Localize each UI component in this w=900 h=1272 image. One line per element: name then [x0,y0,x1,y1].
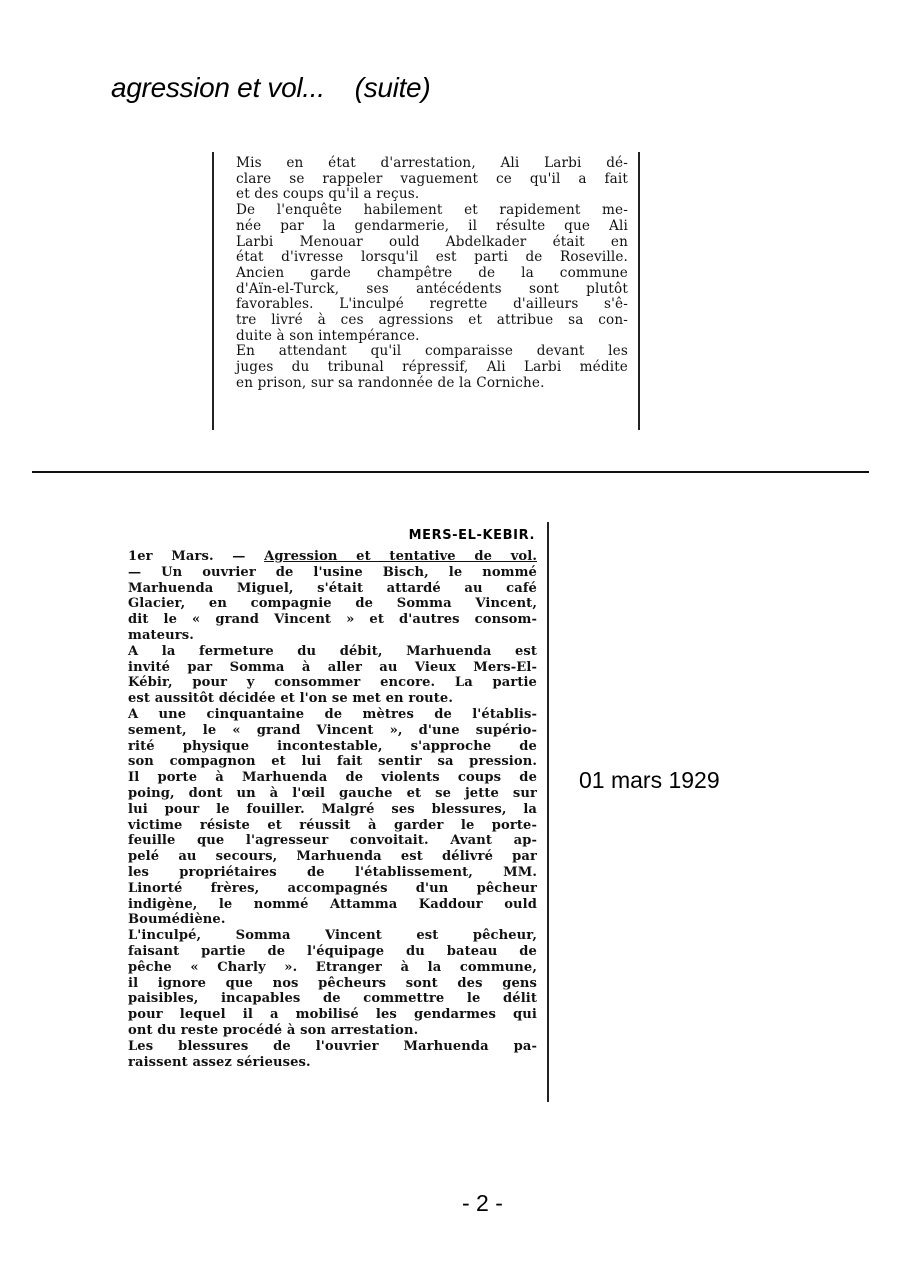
clipping-text-line: il ignore que nos pêcheurs sont des gens [128,975,537,991]
clipping-text-line: tre livré à ces agressions et attribue sa con- [236,312,628,329]
clipping-text-line: victime résiste et réussit à garder le porte- [128,817,537,833]
clipping-text-line: pelé au secours, Marhuenda est délivré par [128,849,537,865]
clipping-text-line: Les blessures de l'ouvrier Marhuenda pa- [128,1038,537,1054]
clipping-text-line: lui pour le fouiller. Malgré ses blessures, la [128,801,537,817]
clipping-text-line: Boumédiène. [128,912,226,928]
clipping-text-line: juges du tribunal répressif, Ali Larbi médite [236,359,628,376]
clipping-text-line: feuille que l'agresseur convoitait. Avant ap- [128,833,537,849]
clipping-text-line: Marhuenda Miguel, s'était attardé au café [128,580,537,596]
article-date: 01 mars 1929 [579,767,720,793]
clipping-text-line: faisant partie de l'équipage du bateau de [128,943,537,959]
clipping-text-line: Ancien garde champêtre de la commune [236,264,628,281]
clipping-text-line: Glacier, en compagnie de Somma Vincent, [128,596,537,612]
clipping-text-line: En attendant qu'il comparaisse devant les [236,343,628,360]
clipping-text-line: mateurs. [128,627,194,643]
clipping-text-line: Larbi Menouar ould Abdelkader était en [236,233,628,250]
clipping-text-line: sement, le « grand Vincent », d'une supério- [128,722,537,738]
clipping-text-line: favorables. L'inculpé regrette d'ailleurs s'ê- [236,296,628,313]
clipping-text-line: ont du reste procédé à son arrestation. [128,1022,419,1038]
clipping-location-heading: MERS-EL-KEBIR. [408,528,535,543]
clipping-text-line: en prison, sur sa randonnée de la Corniche. [236,374,545,391]
clipping-text-line: Kébir, pour y consommer encore. La partie [128,675,537,691]
clipping-text-line: De l'enquête habilement et rapidement me- [236,202,628,219]
page-heading: agression et vol... (suite) [111,72,431,103]
page-number: - 2 - [462,1190,503,1216]
clipping-text-line: Il porte à Marhuenda de violents coups de [128,770,537,786]
section-divider [32,471,869,473]
clipping-text-line: A une cinquantaine de mètres de l'établis- [128,706,537,722]
clipping-text-line: pêche « Charly ». Etranger à la commune, [128,959,537,975]
clipping-text-line: dit le « grand Vincent » et d'autres consom- [128,612,537,628]
clipping-article-title: Agression et tentative de vol. [264,549,537,564]
clipping-first-line [128,549,537,565]
clipping-text-line: paisibles, incapables de commettre le délit [128,991,537,1007]
clipping-text-line: duite à son intempérance. [236,327,420,344]
clipping-text-line: A la fermeture du débit, Marhuenda est [128,643,537,659]
clipping-text-line: poing, dont un à l'œil gauche et se jette sur [128,785,537,801]
clipping-text-line: état d'ivresse lorsqu'il est parti de Roseville. [236,249,628,266]
clipping-text-line: rité physique incontestable, s'approche de [128,738,537,754]
newspaper-clipping-mers-el-kebir [128,522,549,1102]
clipping-text-line: — Un ouvrier de l'usine Bisch, le nommé [128,564,537,580]
clipping-text-line: L'inculpé, Somma Vincent est pêcheur, [128,928,537,944]
clipping-text-line: est aussitôt décidée et l'on se met en route. [128,691,454,707]
clipping-text-line: raissent assez sérieuses. [128,1054,311,1070]
clipping-text-line: Mis en état d'arrestation, Ali Larbi dé- [236,155,628,171]
clipping-date-prefix: 1er Mars. — [128,549,265,564]
clipping-text-line: et des coups qu'il a reçus. [236,186,420,203]
newspaper-clipping-continuation [212,152,640,430]
clipping-text-line: clare se rappeler vaguement ce qu'il a fait [236,170,628,187]
clipping-article-body [128,565,537,1071]
clipping-text-line: indigène, le nommé Attamma Kaddour ould [128,896,537,912]
clipping-text-line: née par la gendarmerie, il résulte que Ali [236,217,628,234]
clipping-text-line: d'Aïn-el-Turck, ses antécédents sont plutôt [236,280,628,297]
clipping-text-line: son compagnon et lui fait sentir sa pression. [128,754,537,770]
clipping-text-line: les propriétaires de l'établissement, MM. [128,864,537,880]
clipping-text-line: pour lequel il a mobilisé les gendarmes qui [128,1007,537,1023]
clipping-text-line: Linorté frères, accompagnés d'un pêcheur [128,880,537,896]
clipping-text-line: invité par Somma à aller au Vieux Mers-El- [128,659,537,675]
